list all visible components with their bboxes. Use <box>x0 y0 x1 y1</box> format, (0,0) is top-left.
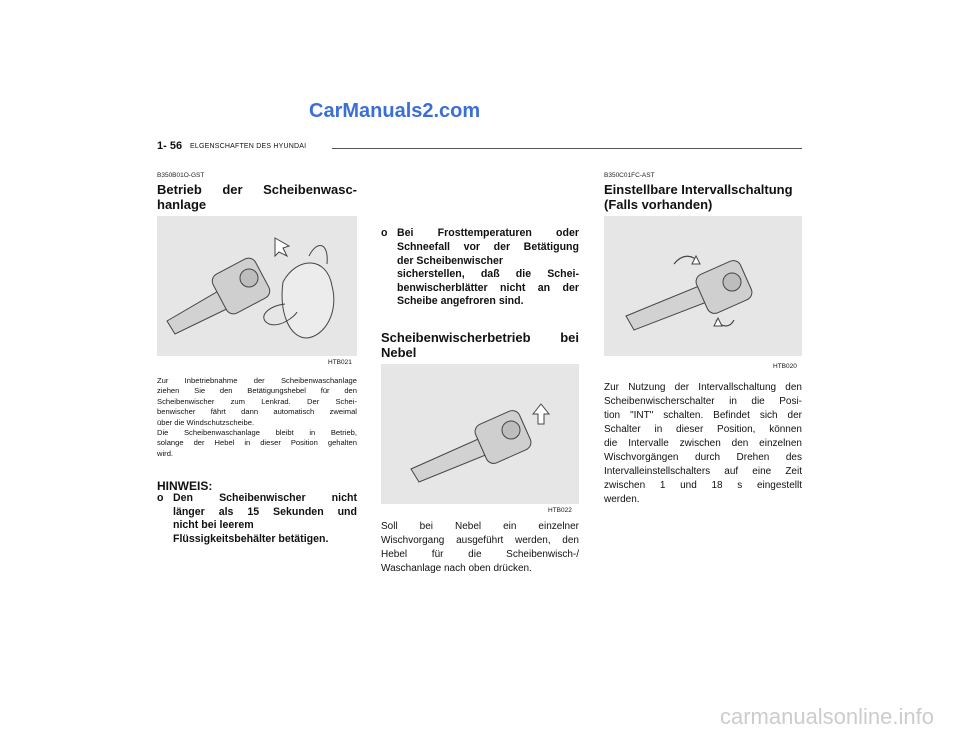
header-rule <box>332 148 802 149</box>
bullet: o <box>157 492 164 504</box>
site-logo[interactable]: CarManuals2.com <box>309 100 481 122</box>
body-text <box>604 381 802 507</box>
section-code: B350B01O-GST <box>157 172 205 179</box>
item-line: der Scheibenwischer <box>397 254 503 267</box>
wiper-mist-illustration <box>381 364 579 504</box>
body-line: benwischer fährt dann automatisch zweimal <box>157 407 357 417</box>
body-line: Scheibenwischer zum Lenkrad. Der Schei- <box>157 396 357 406</box>
item-line: Schneefall vor der Betätigung <box>397 240 579 253</box>
body-line: Waschanlage nach oben drücken. <box>381 563 532 574</box>
body-line: Zur Nutzung der Intervallschaltung den <box>604 382 802 393</box>
body-line: Die Scheibenwaschanlage bleibt in Betrieb, <box>157 428 357 438</box>
watermark: carmanualsonline.info <box>719 704 934 729</box>
body-line: Schalter in dieser Position, können <box>604 424 802 435</box>
note-line: nicht bei leerem <box>173 519 254 532</box>
body-line: werden. <box>604 494 640 505</box>
lever-pull-drawing <box>157 216 357 356</box>
section-heading-line2: (Falls vorhanden) <box>604 197 713 212</box>
note-line: Flüssigkeitsbehälter betätigen. <box>173 532 329 545</box>
section-code: B350C01FC-AST <box>604 172 655 179</box>
body-line: über die Windschutzscheibe. <box>157 417 255 427</box>
section-heading-line2: Nebel <box>381 345 417 360</box>
figure-code: HTB021 <box>328 359 352 366</box>
body-line: Intervalleinstellschalters auf eine Zeit <box>604 466 802 477</box>
body-text <box>381 520 579 576</box>
warning-item-frost <box>381 227 579 309</box>
body-line: Wischvorgängen durch Drehen des <box>604 452 802 463</box>
body-line: tion "INT" schalten. Befindet sich der <box>604 410 802 421</box>
figure-code: HTB022 <box>548 507 572 514</box>
body-line: die Intervalle zwischen den einzelnen <box>604 438 802 449</box>
body-line: zwischen 1 und 18 s eingestellt <box>604 480 802 491</box>
body-text <box>157 376 357 459</box>
body-line: Wischvorgang ausgeführt werden, den <box>381 535 579 546</box>
intermittent-switch-illustration <box>604 216 802 356</box>
section-heading-line1: Scheibenwischerbetrieb bei <box>381 330 579 345</box>
lever-push-drawing <box>381 364 579 504</box>
note-line: länger als 15 Sekunden und <box>173 505 357 518</box>
item-line: Scheibe angefroren sind. <box>397 295 524 308</box>
item-line: Bei Frosttemperaturen oder <box>397 227 579 240</box>
wiper-pull-illustration <box>157 216 357 356</box>
body-line: Hebel für die Scheibenwisch-/ <box>381 549 579 560</box>
item-line: benwischerblätter nicht an der <box>397 281 579 294</box>
body-line: ziehen Sie den Betätigungshebel für den <box>157 386 357 396</box>
section-heading-line1: Einstellbare Intervallschaltung <box>604 182 793 197</box>
item-line: sicherstellen, daß die Schei- <box>397 268 579 281</box>
section-title: ELGENSCHAFTEN DES HYUNDAI <box>190 143 307 150</box>
rotary-switch-drawing <box>604 216 802 356</box>
figure-code: HTB020 <box>773 363 797 370</box>
section-heading-line1: Betrieb der Scheibenwasc- <box>157 182 357 197</box>
page-number: 1- 56 <box>157 140 183 152</box>
body-line: Scheibenwischerschalter in die Posi- <box>604 396 802 407</box>
note-title: HINWEIS: <box>157 479 213 493</box>
body-line: solange der Hebel in dieser Position gehalten <box>157 438 357 448</box>
section-heading-line2: hanlage <box>157 197 207 212</box>
bullet: o <box>381 227 388 240</box>
body-line: Soll bei Nebel ein einzelner <box>381 521 579 532</box>
note-line: Den Scheibenwischer nicht <box>173 492 357 504</box>
note-item <box>157 492 357 546</box>
body-line: wird. <box>157 448 174 458</box>
body-line: Zur Inbetriebnahme der Scheibenwaschanlage <box>157 376 357 385</box>
